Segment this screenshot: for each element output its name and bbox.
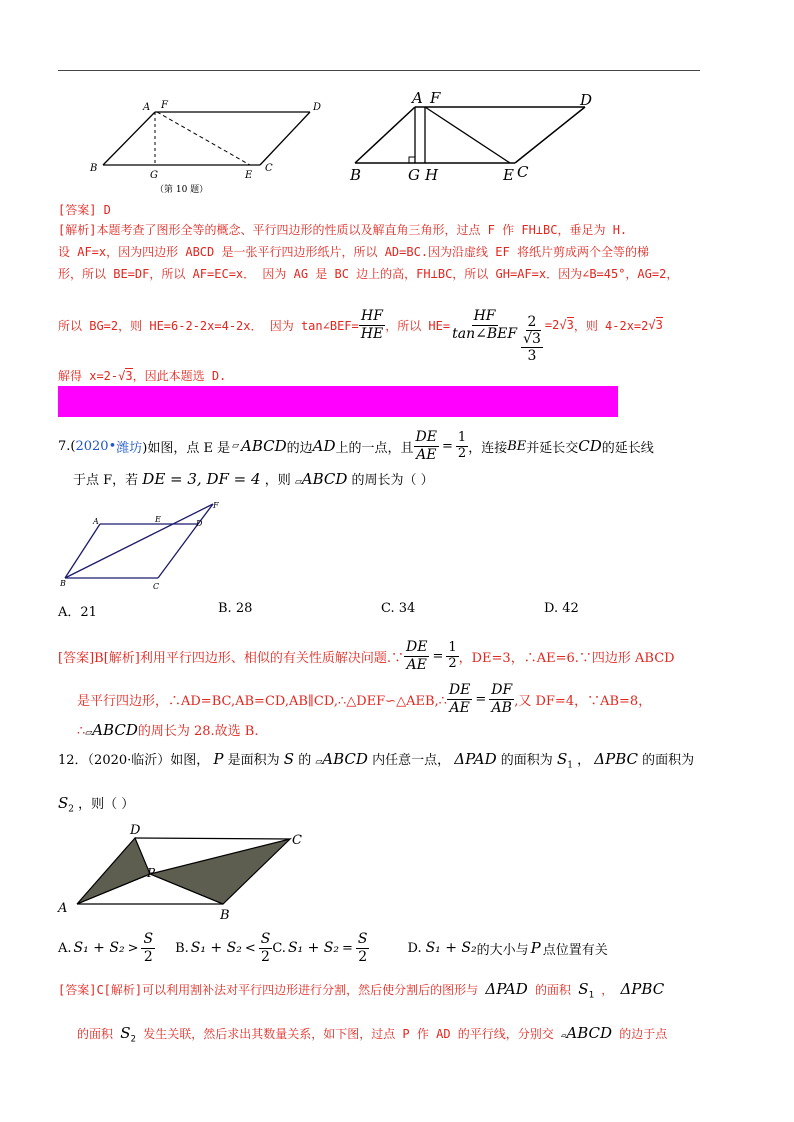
label-f: F [213,501,219,510]
analysis-10-text: ，所以 HE= [385,318,451,333]
question-7-line2: 于点 F，若 DE = 3, DF = 4 ，则 ▱ABCD 的周长为（ ） [73,470,434,488]
option-c[interactable]: C. S₁ + S₂ = $\frac{S}{2}$ [272,931,368,965]
answer-7-line3: ∴▱ABCD的周长为 28.故选 B. [77,721,259,739]
q7-city: 潍坊 [116,440,143,456]
label-c: C [292,833,302,848]
question-12-options [58,928,608,968]
label-c: C [517,163,529,181]
question-12-line1: 12．（2020·临沂）如图， P 是面积为 S 的 ▱ABCD 内任意一点， ΔPAD 的面积为 $S_1$ ， ΔPBC 的面积为 [58,750,695,771]
label-a: A [93,517,99,526]
figure-10-left [85,95,330,200]
analysis-10-text: ，则 4-2x=2 [573,318,649,333]
label-b: B [220,908,230,922]
dashed-fe [157,112,250,165]
edge-ab [355,107,415,163]
label-e: E [245,170,253,181]
sqrt-symbol: √3 [648,318,663,332]
figure-10-right [345,85,605,185]
answer-12-line1: [答案]C[解析]可以利用割补法对平行四边形进行分割，然后使分割后的图形与 ΔPAD 的面积 $S_1$ ， ΔPBC [58,980,665,1001]
label-a: A [143,102,151,113]
sqrt-radicand: 3 [531,330,541,347]
fraction-2-sqrt3-3 [519,314,545,364]
edge-ab [103,112,155,165]
label-a: A [58,901,68,916]
label-h: H [425,166,439,184]
fraction-numerator: HF [473,308,496,325]
answer-12-line2: 的面积 $S_2$ 发生关联，然后求出其数量关系，如下图，过点 P 作 AD 的平行线，分别交 ▱ABCD 的边于点 [77,1024,668,1045]
fraction-hf-he [359,308,385,341]
fraction-df-ab: $\frac{DF}{AB}$ [491,682,513,716]
label-c: C [153,582,160,591]
label-a: A [412,89,423,107]
fraction-numerator: 2 [527,313,537,330]
edge-cd [158,524,198,578]
analysis-10-line1: [解析]本题考查了图形全等的概念、平行四边形的性质以及解直角三角形，过点 F 作 FH⊥BC，垂足为 H. [58,223,628,237]
answer-10-label: [答案] D [58,203,111,217]
edge-dc [135,838,290,839]
label-b: B [60,579,66,588]
label-f: F [430,89,441,107]
label-e: E [503,166,514,184]
label-d: D [580,91,593,109]
analysis-10-text: =2 [544,318,560,332]
sqrt-symbol: √3 [118,369,133,383]
answer-7-line2: 是平行四边形，∴AD=BC,AB=CD,AB∥CD,∴△DEF∽△AEB,∴ $\frac{DE}{AE}$ = $\frac{DF}{AB}$ ,又 DF=4，∵AB=8， [77,682,652,716]
option-d[interactable]: D. 42 [544,601,579,616]
option-b[interactable]: B. 28 [218,601,253,616]
edge-cd [515,107,585,163]
q7-year: 2020 [75,438,109,454]
label-d: D [130,823,141,838]
label-d: D [196,519,203,528]
parallelogram-symbol: ▱ [232,441,240,451]
label-f: F [161,100,168,111]
analysis-10-line4 [58,305,663,365]
fraction-one-half: $\frac{1}{2}$ [448,639,457,671]
option-a[interactable]: A．21 [58,605,97,620]
segment-fe [425,107,510,163]
label-p: P [147,866,156,880]
q7-dot: • [108,438,117,454]
analysis-10-text: 所以 BG=2，则 HE=6-2-2x=4-2x． 因为 tan∠BEF= [58,318,359,333]
option-b[interactable]: B. S₁ + S₂ < $\frac{S}{2}$ [175,931,271,965]
fraction-one-half: $\frac{1}{2}$ [457,429,467,461]
edge-cd [260,112,310,165]
label-e: E [155,515,161,524]
sqrt-symbol: √3 [559,318,574,332]
right-angle-mark [409,157,415,163]
fraction-denominator: √3 3 [523,330,541,365]
question-12-line2: $S_2$ ，则（ ） [58,794,135,815]
fraction-de-ae: $\frac{DE}{AE}$ [415,429,437,463]
label-c: C [265,163,273,174]
triangle-pad [77,838,150,904]
figure-q7 [58,498,238,593]
label-g: G [408,166,420,184]
option-a[interactable]: A. S₁ + S₂ > $\frac{S}{2}$ [58,931,154,965]
label-d: D [313,102,322,113]
analysis-10-line5: 解得 x=2-√3，因此本题选 D. [58,369,227,383]
option-d[interactable]: D. S₁ + S₂ 的大小与 P 点位置有关 [407,939,608,958]
analysis-10-line3: 形，所以 BE=DF，所以 AF=EC=x． 因为 AG 是 BC 边上的高，FH⊥BC，所以 GH=AF=x．因为∠B=45°，AG=2， [58,267,679,281]
fraction-numerator: HF [361,308,383,325]
denominator-3: 3 [527,348,537,365]
option-c[interactable]: C. 34 [381,601,416,616]
triangle-pbc [150,839,290,904]
header-rule [58,70,700,71]
question-7-line1: 7.( 2020 • 潍坊 )如图，点 E 是 ▱ ABCD 的边 AD 上的一点，且 $\frac{DE}{AE}$ = $\frac{1}{2}$ ，连接 BE 并延长交 CD 的延长线 [58,429,654,463]
label-b: B [90,163,98,174]
answer-7-line1: [答案]B[解析]利用平行四边形、相似的有关性质解决问题.∵ $\frac{DE}{AE}$ = $\frac{1}{2}$ ，DE=3，∴AE=6.∵四边形 ABCD [58,639,675,673]
analysis-10-line2: 设 AF=x，因为四边形 ABCD 是一张平行四边形纸片，所以 AD=BC.因为沿虚线 EF 将纸片剪成两个全等的梯 [58,245,649,259]
fraction-hf-tan [450,308,519,341]
figure-caption: （第 10 题） [155,185,209,195]
label-b: B [350,166,362,184]
highlight-banner [58,386,618,417]
fraction-denominator: HE [360,325,384,342]
figure-q12 [55,822,315,922]
fraction-de-ae: $\frac{DE}{AE}$ [448,682,471,716]
fraction-de-ae: $\frac{DE}{AE}$ [405,639,428,673]
label-g: G [150,170,158,181]
line-bf [65,504,213,578]
fraction-denominator: tan∠BEF [452,325,518,342]
